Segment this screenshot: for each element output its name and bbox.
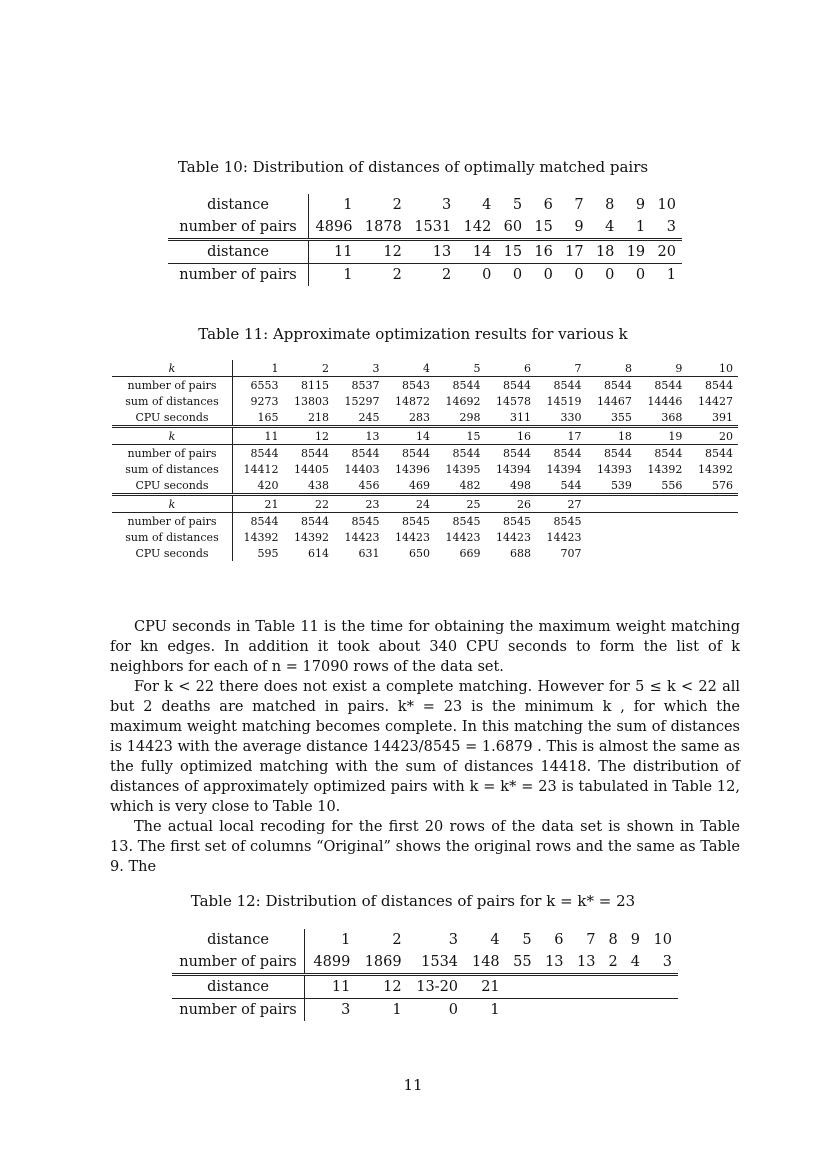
table10-cell: 142	[463, 219, 492, 235]
table11-cell: 23	[334, 495, 384, 513]
table12-cell	[538, 999, 570, 1022]
table12-cell: 2	[392, 932, 402, 948]
table11-cell: 8544	[687, 445, 738, 462]
table10-cell: 12	[358, 240, 407, 264]
table10-cell: 0	[528, 264, 559, 287]
table12-row-label: number of pairs	[172, 951, 305, 975]
table11-cell: 14394	[495, 462, 531, 476]
table11-cell: 14423	[495, 530, 531, 544]
table11-cell: 8544	[435, 377, 485, 394]
table12-cell: 8	[608, 932, 618, 948]
table10-cell: 5	[512, 197, 523, 213]
table11-row-label: number of pairs	[112, 445, 233, 462]
table11-cell: 22	[284, 495, 334, 513]
table10-cell: 16	[528, 240, 559, 264]
table11-cell	[637, 545, 687, 561]
table10-cell: 4	[605, 219, 615, 235]
table11-cell: 8544	[485, 445, 535, 462]
table10-cell: 14	[457, 240, 497, 264]
table11-cell: 14392	[698, 462, 733, 476]
table12-cell: 2	[608, 954, 618, 970]
table10-cell: 9	[574, 219, 584, 235]
table11-cell: 14405	[294, 462, 330, 476]
table11-cell: 595	[257, 546, 279, 560]
table11-cell: 8544	[284, 513, 334, 530]
table11-cell: 14394	[546, 462, 582, 476]
table11-cell: 8544	[233, 445, 284, 462]
table12-cell	[538, 975, 570, 999]
table11-cell: 218	[308, 410, 330, 424]
table12-cell	[506, 999, 538, 1022]
table12-cell: 1869	[364, 954, 402, 970]
table10-cell: 1531	[414, 219, 452, 235]
table11-cell: 4	[423, 361, 430, 375]
table11-k-label: k	[112, 495, 233, 513]
table10-row-label: number of pairs	[168, 216, 309, 240]
table10-cell: 19	[620, 240, 651, 264]
table11-cell: 6553	[233, 377, 284, 394]
table10-cell: 20	[651, 240, 682, 264]
table11-cell: 8545	[435, 513, 485, 530]
table11-cell: 498	[509, 478, 531, 492]
table11-cell: 556	[661, 478, 683, 492]
table10-cell: 11	[309, 240, 359, 264]
table11-cell: 8537	[334, 377, 384, 394]
table11-cell: 27	[536, 495, 586, 513]
table11-cell: 482	[459, 478, 481, 492]
table12-cell	[601, 975, 623, 999]
table11-cell: 13	[334, 427, 384, 445]
table11-cell: 8115	[284, 377, 334, 394]
table11-cell: 8545	[536, 513, 586, 530]
body-text	[110, 617, 740, 877]
table11-cell: 18	[586, 427, 636, 445]
table10-cell: 2	[408, 264, 457, 287]
table11-cell: 16	[485, 427, 535, 445]
table11-body	[112, 360, 738, 561]
table11-cell: 14423	[445, 530, 481, 544]
table10-cell: 0	[497, 264, 528, 287]
table11-row-label: sum of distances	[112, 461, 233, 477]
table11-cell: 576	[712, 478, 733, 492]
table11-cell: 631	[358, 546, 380, 560]
table10-cell: 2	[358, 264, 407, 287]
table11-cell: 3	[372, 361, 380, 375]
table11-cell: 14392	[294, 530, 330, 544]
table12-cell: 1	[464, 999, 506, 1022]
table11-cell: 14692	[445, 394, 481, 408]
table11-cell	[637, 513, 687, 530]
table11-cell: 8544	[435, 445, 485, 462]
table11-row-label: sum of distances	[112, 529, 233, 545]
table12-header-label: distance	[172, 975, 305, 999]
table10-cell: 7	[574, 197, 584, 213]
table10-row-label: number of pairs	[168, 264, 309, 287]
table10-header-label: distance	[168, 194, 309, 216]
table11-cell: 14423	[395, 530, 430, 544]
table11-cell: 9273	[250, 394, 279, 408]
table11-cell	[687, 545, 738, 561]
table12-cell	[570, 999, 602, 1022]
table11-row-label: sum of distances	[112, 393, 233, 409]
table11-cell: 5	[473, 361, 481, 375]
table11-cell: 688	[509, 546, 531, 560]
table10-cell: 4896	[315, 219, 353, 235]
table11-cell: 6	[523, 361, 531, 375]
table11-cell	[586, 513, 636, 530]
table11-cell: 669	[459, 546, 481, 560]
table12	[172, 929, 678, 1021]
table10	[168, 194, 682, 286]
table10-cell: 1	[343, 197, 353, 213]
table11-cell: 11	[233, 427, 284, 445]
table11-cell	[687, 513, 738, 530]
table11-cell: 15297	[344, 394, 380, 408]
table11-cell: 8544	[536, 445, 586, 462]
table11-cell: 8545	[385, 513, 435, 530]
table11-cell: 8544	[284, 445, 334, 462]
table11-cell: 8545	[334, 513, 384, 530]
table11-cell: 14412	[243, 462, 279, 476]
table12-cell	[624, 999, 646, 1022]
table11-cell: 8544	[637, 445, 687, 462]
table11-cell: 283	[409, 410, 430, 424]
table11-cell: 13803	[294, 394, 330, 408]
table12-cell: 3	[662, 954, 672, 970]
table11-cell: 355	[610, 410, 632, 424]
table10-header-label: distance	[168, 240, 309, 264]
table11-cell: 544	[560, 478, 582, 492]
table10-cell: 9	[635, 197, 646, 213]
table11-cell: 8	[624, 361, 632, 375]
table11-row-label: number of pairs	[112, 513, 233, 530]
table11-cell: 14393	[596, 462, 632, 476]
table11-cell: 8544	[485, 377, 535, 394]
table12-cell: 4899	[313, 954, 351, 970]
table11-cell	[687, 529, 738, 545]
table10-cell: 4	[482, 197, 492, 213]
table12-cell	[506, 975, 538, 999]
table11-cell: 438	[308, 478, 330, 492]
table11-cell: 469	[409, 478, 430, 492]
table11-cell: 420	[257, 478, 279, 492]
table11-caption: Table 11: Approximate optimization results for various k	[198, 325, 628, 343]
table11-cell: 14578	[495, 394, 531, 408]
table11-cell: 8544	[687, 377, 738, 394]
table12-caption: Table 12: Distribution of distances of pairs for k = k* = 23	[190, 892, 636, 910]
table12-cell: 1	[341, 932, 351, 948]
table11-cell: 24	[385, 495, 435, 513]
table10-cell: 6	[543, 197, 553, 213]
table12-cell: 13-20	[408, 975, 464, 999]
table11-cell: 14872	[395, 394, 430, 408]
table11-cell: 368	[661, 410, 683, 424]
table11-cell: 19	[637, 427, 687, 445]
table11-cell: 26	[485, 495, 535, 513]
table11-cell: 245	[358, 410, 380, 424]
table11-cell: 707	[560, 546, 582, 560]
table12-cell: 3	[305, 999, 357, 1022]
table12-cell: 5	[522, 932, 532, 948]
table12-cell	[646, 999, 678, 1022]
table11-row-label: CPU seconds	[112, 409, 233, 427]
table11-k-label: k	[112, 427, 233, 445]
table11-cell: 14395	[445, 462, 481, 476]
table11-cell: 165	[257, 410, 279, 424]
table12-cell	[646, 975, 678, 999]
table12-header-label: distance	[172, 929, 305, 951]
table11-cell	[637, 495, 687, 513]
table11-cell: 14392	[647, 462, 683, 476]
table10-cell: 17	[559, 240, 590, 264]
table11-cell: 17	[536, 427, 586, 445]
table11-cell: 14467	[596, 394, 632, 408]
table10-cell: 1	[635, 219, 646, 235]
table11-cell: 9	[675, 361, 683, 375]
table12-cell: 9	[630, 932, 640, 948]
table12-cell: 13	[545, 954, 564, 970]
paragraph: The actual local recoding for the first 20 rows of the data set is shown in Table 13. The first set of columns “Original” shows the original rows and the same as Table 9. The	[110, 819, 740, 875]
table11-cell: 14446	[647, 394, 683, 408]
table12-cell: 21	[464, 975, 506, 999]
table12-cell: 13	[577, 954, 596, 970]
table10-cell: 15	[497, 240, 528, 264]
table11-cell: 614	[308, 546, 330, 560]
table11-cell: 8544	[536, 377, 586, 394]
table10-cell: 0	[590, 264, 621, 287]
table11-cell: 1	[271, 361, 279, 375]
table11-cell: 14392	[243, 530, 279, 544]
table11-cell	[687, 495, 738, 513]
table10-cell: 0	[457, 264, 497, 287]
table12-cell: 4	[490, 932, 500, 948]
table12-cell: 3	[448, 932, 459, 948]
table10-cell: 18	[590, 240, 621, 264]
table11-cell: 14423	[546, 530, 582, 544]
table12-cell: 7	[586, 932, 596, 948]
table12-row-label: number of pairs	[172, 999, 305, 1022]
table10-cell: 0	[620, 264, 651, 287]
table11-cell: 14427	[698, 394, 733, 408]
table11-cell: 10	[719, 361, 733, 375]
table11-cell: 391	[712, 410, 733, 424]
table11-row-label: number of pairs	[112, 377, 233, 394]
table10-cell: 10	[657, 197, 676, 213]
table11-cell: 2	[322, 361, 330, 375]
page-number: 11	[403, 1076, 423, 1094]
table11-cell: 20	[687, 427, 738, 445]
paragraph: For k < 22 there does not exist a complete matching. However for 5 ≤ k < 22 all but 2 deaths are matched in pairs. k* = 23 is the minimum k , for which the maximum weight matching becomes complete. In this matching the sum of distances is 14423 with the average distance 14423/8545 = 1.6879 . This is almost the same as the fully optimized matching with the sum of distances 14418. The distribution of distances of approximately optimized pairs with k = k* = 23 is tabulated in Table 12, which is very close to Table 10.	[110, 679, 740, 815]
table11-cell: 14519	[546, 394, 582, 408]
table11-cell: 8544	[637, 377, 687, 394]
table11-cell: 311	[509, 410, 531, 424]
table11-cell: 330	[560, 410, 582, 424]
table11-cell: 650	[409, 546, 430, 560]
table11-cell	[586, 529, 636, 545]
table10-cell: 0	[559, 264, 590, 287]
table11	[112, 360, 738, 561]
table11-cell: 25	[435, 495, 485, 513]
table11-cell: 15	[435, 427, 485, 445]
table11-cell: 8544	[334, 445, 384, 462]
table11-cell	[637, 529, 687, 545]
table12-cell: 11	[305, 975, 357, 999]
table11-cell	[586, 495, 636, 513]
table10-cell: 13	[408, 240, 457, 264]
table12-cell: 55	[513, 954, 532, 970]
table12-cell: 0	[408, 999, 464, 1022]
table10-cell: 2	[392, 197, 402, 213]
table12-cell: 6	[554, 932, 564, 948]
table11-cell: 7	[574, 361, 582, 375]
table10-cell: 1878	[364, 219, 402, 235]
table11-cell: 12	[284, 427, 334, 445]
table11-cell: 14396	[395, 462, 430, 476]
table10-cell: 15	[534, 219, 553, 235]
table12-cell: 12	[356, 975, 407, 999]
table10-cell: 60	[503, 219, 523, 235]
table12-cell: 1	[356, 999, 407, 1022]
table10-cell: 3	[666, 219, 676, 235]
table12-cell	[624, 975, 646, 999]
table11-cell: 21	[233, 495, 284, 513]
table11-cell: 8544	[586, 377, 636, 394]
paragraph: CPU seconds in Table 11 is the time for obtaining the maximum weight matching for kn edges. In addition it took about 340 CPU seconds to form the list of k neighbors for each of n = 17090 rows of the data set.	[110, 619, 740, 675]
table10-cell: 8	[605, 197, 615, 213]
table11-k-label: k	[112, 360, 233, 377]
table10-caption: Table 10: Distribution of distances of optimally matched pairs	[177, 158, 649, 176]
table11-cell: 8545	[485, 513, 535, 530]
table10-cell: 3	[442, 197, 452, 213]
table11-row-label: CPU seconds	[112, 545, 233, 561]
table10-cell: 1	[309, 264, 359, 287]
table12-cell	[601, 999, 623, 1022]
table11-row-label: CPU seconds	[112, 477, 233, 495]
table11-cell: 14403	[344, 462, 380, 476]
table11-cell: 14	[385, 427, 435, 445]
table12-cell: 10	[653, 932, 672, 948]
table11-cell: 8544	[385, 445, 435, 462]
table10-cell: 1	[651, 264, 682, 287]
table11-cell: 14423	[344, 530, 380, 544]
table11-cell	[586, 545, 636, 561]
table11-cell: 8543	[385, 377, 435, 394]
table12-cell: 4	[630, 954, 640, 970]
table11-cell: 8544	[233, 513, 284, 530]
table12-cell	[570, 975, 602, 999]
table12-cell: 148	[471, 954, 500, 970]
table11-cell: 8544	[586, 445, 636, 462]
table11-cell: 298	[459, 410, 481, 424]
table12-cell: 1534	[421, 954, 459, 970]
table11-cell: 456	[358, 478, 380, 492]
table11-cell: 539	[610, 478, 632, 492]
